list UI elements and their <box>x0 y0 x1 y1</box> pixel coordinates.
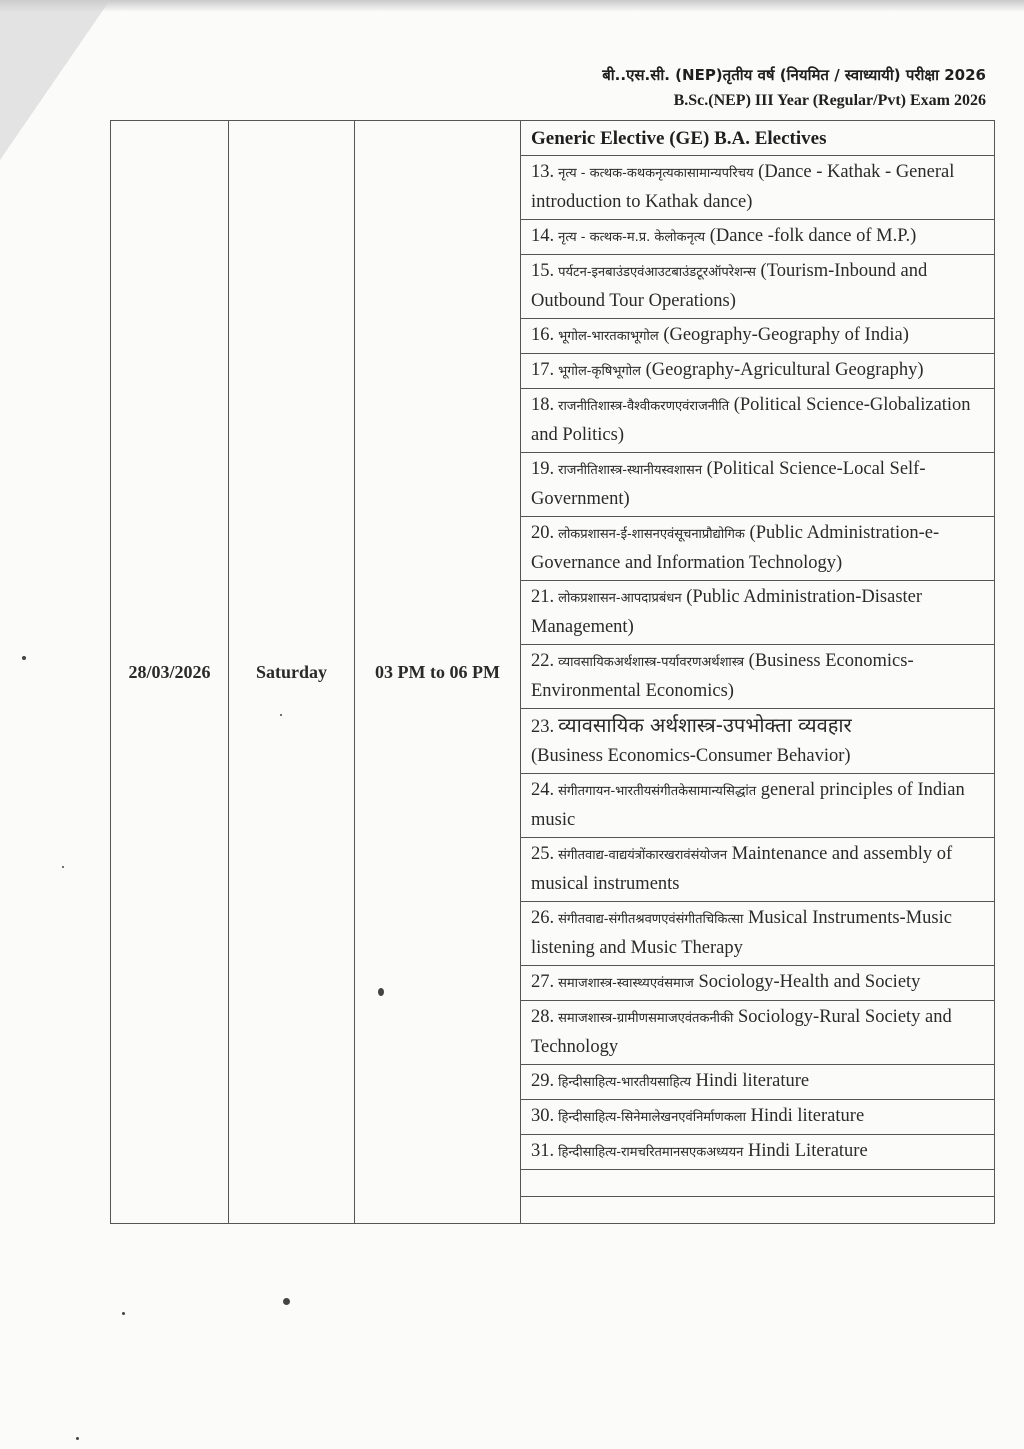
subject-english-name: (Public Administration-e-Governance and Information Technology) <box>531 523 940 573</box>
subject-number: 15. <box>531 261 555 281</box>
subject-cell <box>521 709 995 774</box>
subject-hindi-name: व्यावसायिकअर्थशास्त्र-पर्यावरणअर्थशास्त्र <box>558 655 745 670</box>
subject-cell <box>521 220 995 255</box>
subject-hindi-name: लोकप्रशासन-आपदाप्रबंधन <box>558 591 682 606</box>
subject-number: 26. <box>531 908 555 928</box>
subject-number: 29. <box>531 1071 555 1091</box>
subject-english-name: (Business Economics-Consumer Behavior) <box>531 746 851 766</box>
header-english-title: B.Sc.(NEP) III Year (Regular/Pvt) Exam 2026 <box>673 92 986 109</box>
subject-number: 17. <box>531 360 555 380</box>
subject-cell <box>521 774 995 838</box>
subject-english-name: Hindi literature <box>750 1106 865 1126</box>
subject-hindi-name: संगीतवाद्य-वाद्ययंत्रोंकारखरावंसंयोजन <box>558 848 728 863</box>
subject-cell <box>521 902 995 966</box>
subject-number: 18. <box>531 395 555 415</box>
subject-hindi-name: हिन्दीसाहित्य-भारतीयसाहित्य <box>558 1075 691 1090</box>
subject-cell <box>521 389 995 453</box>
subject-number: 13. <box>531 162 555 182</box>
subject-cell <box>521 966 995 1001</box>
subject-hindi-name: समाजशास्त्र-स्वास्थ्यएवंसमाज <box>558 976 694 991</box>
exam-date: 28/03/2026 <box>111 121 229 1224</box>
subject-english-name: (Dance - Kathak - General introduction to Kathak dance) <box>531 162 955 212</box>
subject-number: 30. <box>531 1106 555 1126</box>
subject-english-name: (Business Economics-Environmental Economics) <box>531 651 914 701</box>
subject-hindi-name: राजनीतिशास्त्र-स्थानीयस्वशासन <box>558 463 703 478</box>
subject-number: 23. <box>531 717 555 737</box>
subject-number: 14. <box>531 226 555 246</box>
subject-number: 16. <box>531 325 555 345</box>
subject-english-name: Hindi literature <box>695 1071 810 1091</box>
subject-cell <box>521 255 995 319</box>
subject-english-name: general principles of Indian music <box>531 780 965 830</box>
subject-hindi-name: संगीतवाद्य-संगीतश्रवणएवंसंगीतचिकित्सा <box>558 912 744 927</box>
subject-number: 28. <box>531 1007 555 1027</box>
blank-cell <box>521 1170 995 1197</box>
subject-cell <box>521 453 995 517</box>
subject-hindi-name: लोकप्रशासन-ई-शासनएवंसूचनाप्रौद्योगिक <box>558 527 745 542</box>
subject-cell <box>521 645 995 709</box>
subject-hindi-name: भूगोल-भारतकाभूगोल <box>558 329 659 344</box>
blank-cell <box>521 1197 995 1224</box>
subject-cell <box>521 581 995 645</box>
exam-schedule-table <box>110 120 995 1224</box>
subject-cell <box>521 1001 995 1065</box>
subject-number: 24. <box>531 780 555 800</box>
subject-hindi-name: नृत्य - कत्थक-कथकनृत्यकासामान्यपरिचय <box>558 166 754 181</box>
subject-hindi-name: संगीतगायन-भारतीयसंगीतकेसामान्यसिद्धांत <box>558 784 757 799</box>
exam-day: Saturday <box>229 121 355 1224</box>
subject-english-name: (Tourism-Inbound and Outbound Tour Operations) <box>531 261 928 311</box>
subject-hindi-name: हिन्दीसाहित्य-सिनेमालेखनएवंनिर्माणकला <box>558 1110 746 1125</box>
subject-english-name: Maintenance and assembly of musical instruments <box>531 844 953 894</box>
subject-hindi-name: नृत्य - कत्थक-म.प्र. केलोकनृत्य <box>558 230 706 245</box>
subject-cell <box>521 1100 995 1135</box>
header-hindi-title: बी..एस.सी. (NEP)तृतीय वर्ष (नियमित / स्वाध्यायी) परीक्षा 2026 <box>602 66 986 84</box>
subject-cell <box>521 354 995 389</box>
subject-number: 27. <box>531 972 555 992</box>
subject-number: 31. <box>531 1141 555 1161</box>
table-row <box>111 121 995 156</box>
subject-english-name: Hindi Literature <box>747 1141 868 1161</box>
section-heading: Generic Elective (GE) B.A. Electives <box>521 121 995 156</box>
subject-hindi-name: समाजशास्त्र-ग्रामीणसमाजएवंतकनीकी <box>558 1011 734 1026</box>
subject-english-name: (Geography-Geography of India) <box>663 325 909 345</box>
subject-cell <box>521 319 995 354</box>
exam-header <box>602 62 986 114</box>
page-fold <box>0 0 110 160</box>
subject-english-name: (Geography-Agricultural Geography) <box>645 360 924 380</box>
subject-hindi-name: भूगोल-कृषिभूगोल <box>558 364 641 379</box>
subject-hindi-name: राजनीतिशास्त्र-वैश्वीकरणएवंराजनीति <box>558 399 730 414</box>
subject-cell <box>521 1135 995 1170</box>
subject-hindi-name: पर्यटन-इनबाउंडएवंआउटबाउंडटूरऑपरेशन्स <box>558 265 756 280</box>
subject-english-name: Musical Instruments-Music listening and Music Therapy <box>531 908 952 958</box>
subject-number: 20. <box>531 523 555 543</box>
subject-english-name: (Public Administration-Disaster Management) <box>531 587 923 637</box>
subject-english-name: Sociology-Rural Society and Technology <box>531 1007 952 1057</box>
subject-english-name: (Political Science-Local Self-Government) <box>531 459 926 509</box>
subject-cell <box>521 517 995 581</box>
subject-english-name: (Political Science-Globalization and Politics) <box>531 395 971 445</box>
exam-time: 03 PM to 06 PM <box>355 121 521 1224</box>
subject-hindi-name: हिन्दीसाहित्य-रामचरितमानसएकअध्ययन <box>558 1145 744 1160</box>
subject-cell <box>521 156 995 220</box>
subject-number: 25. <box>531 844 555 864</box>
subject-cell <box>521 1065 995 1100</box>
subject-english-name: (Dance -folk dance of M.P.) <box>709 226 917 246</box>
subject-number: 21. <box>531 587 555 607</box>
subject-hindi-name: व्यावसायिक अर्थशास्त्र-उपभोक्ता व्यवहार <box>558 713 852 737</box>
subject-number: 22. <box>531 651 555 671</box>
subject-number: 19. <box>531 459 555 479</box>
subject-cell <box>521 838 995 902</box>
subject-english-name: Sociology-Health and Society <box>698 972 921 992</box>
scan-shadow <box>0 0 1024 12</box>
